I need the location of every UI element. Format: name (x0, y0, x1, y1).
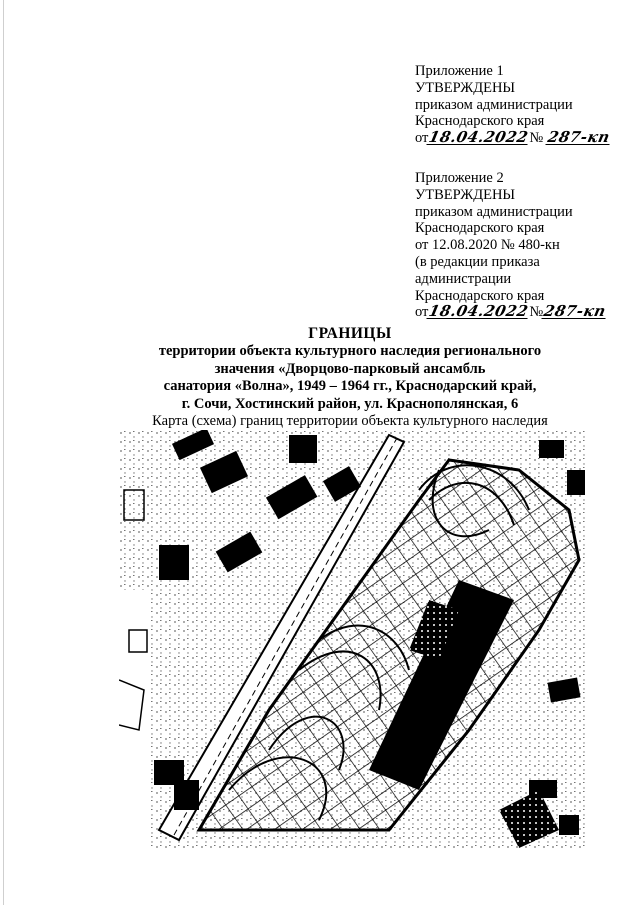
appendix-1-block (415, 63, 635, 147)
appendix-2-handwritten-number: 287-кп (542, 302, 608, 321)
appendix-1-date-line (415, 130, 635, 147)
appendix-2-region-2: Краснодарского края (415, 287, 545, 304)
appendix-1-region: Краснодарского края (415, 113, 545, 130)
appendix-2-edition: (в редакции приказа (415, 253, 540, 270)
appendix-2-region: Краснодарского края (415, 220, 545, 237)
map-caption: Карта (схема) границ территории объекта культурного наследия (152, 413, 548, 430)
appendix-1-handwritten-number: 287-кп (546, 128, 612, 147)
appendix-2-number-prefix: № (529, 304, 544, 321)
appendix-1-date-prefix: от (415, 130, 429, 147)
boundary-map-image (119, 430, 587, 850)
appendix-1-label: Приложение 1 (415, 63, 504, 79)
page-edge (3, 0, 4, 905)
appendix-2-date-line (415, 304, 635, 321)
appendix-2-administration: администрации (415, 270, 512, 287)
appendix-2-approved: УТВЕРЖДЕНЫ (415, 186, 516, 203)
appendix-1-order: приказом администрации (415, 96, 573, 113)
appendix-2-block (415, 170, 635, 321)
subtitle-line-3: санатория «Волна», 1949 – 1964 гг., Краснодарский край, (163, 378, 537, 395)
subtitle-line-2: значения «Дворцово-парковый ансамбль (214, 360, 486, 377)
document-subtitle (120, 343, 580, 413)
document-title: ГРАНИЦЫ (308, 325, 392, 342)
appendix-1-handwritten-date: 18.04.2022 (427, 128, 531, 147)
subtitle-line-4: г. Сочи, Хостинский район, ул. Краснополянская, 6 (181, 395, 519, 412)
appendix-2-label: Приложение 2 (415, 170, 504, 186)
appendix-1-approved: УТВЕРЖДЕНЫ (415, 79, 516, 96)
appendix-2-order: приказом администрации (415, 203, 573, 220)
appendix-1-number-prefix: № (529, 130, 544, 147)
appendix-2-original-date: от 12.08.2020 № 480-кн (415, 237, 560, 254)
appendix-2-handwritten-date: 18.04.2022 (427, 302, 531, 321)
subtitle-line-1: территории объекта культурного наследия регионального (158, 343, 542, 359)
appendix-2-date-prefix: от (415, 304, 429, 321)
title-block (120, 325, 580, 431)
boundary-map (119, 430, 587, 850)
